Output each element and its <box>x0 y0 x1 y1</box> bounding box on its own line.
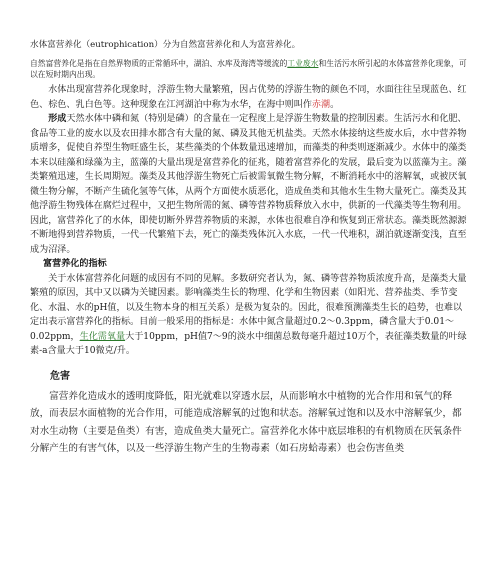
link-industrial-wastewater[interactable]: 工业废水 <box>287 59 319 68</box>
link-bod[interactable]: 生化需氧量 <box>79 331 126 342</box>
intro-line: 水体富营养化（eutrophication）分为自然富营养化和人为富营养化。 <box>30 40 301 50</box>
text: 。 <box>330 99 340 110</box>
text: 天然水体中磷和氮（特别是磷）的含量在一定程度上是浮游生物数量的控制因素。生活污水和化肥、食品等工业的废水以及农田排水都含有大量的氮、磷及其他无机盐类。天然水体接纳这些废水后，水中营养物质增多，促使自养型生物旺盛生长，某些藻类的个体数量迅速增加，而藻类的种类则逐渐减少。水体中的藻类本来以硅藻和绿藻为主，蓝藻的大量出现是富营养化的征兆，随着富营养化的发展，最后变为以蓝藻为主。藻类繁殖迅速，生长周期短。藻类及其他浮游生物死亡后被需氧微生物分解，不断消耗水中的溶解氧，或被厌氧微生物分解，不断产生硫化氢等气体，从两个方面使水质恶化，造成鱼类和其他水生生物大量死亡。藻类及其他浮游生物残体在腐烂过程中，又把生物所需的氮、磷等营养物质释放入水中，供新的一代藻类等生物利用。因此，富营养化了的水体，即使切断外界营养物质的来源，水体也很难自净和恢复到正常状态。藻类既然源源不断地得到营养物质，一代一代繁殖下去，死亡的藻类残体沉入水底，一代一代堆积，湖泊就逐渐变浅，直至成为沼泽。 <box>30 114 467 255</box>
para-indicators <box>30 272 470 359</box>
para-natural-eutrophication <box>30 59 470 80</box>
text: 水体出现富营养化现象时，浮游生物大量繁殖，因占优势的浮游生物的颜色不同，水面往往呈现蓝色、红色、棕色、乳白色等。这种现象在江河湖泊中称为水华，在海中则叫作 <box>30 85 467 110</box>
para-formation <box>30 112 470 257</box>
text: 关于水体富营养化问题的成因有不同的见解。多数研究者认为，氮、磷等营养物质浓度升高，是藻类大量繁殖的原因，其中又以磷为关键因素。影响藻类生长的物理、化学和生物因素（如阳光、营养盐类、季节变化、水温、水的pH值，以及生物本身的相互关系）是极为复杂的。因此，很难预测藻类生长的趋势，也难以定出表示富营养化的指标。目前一般采用的指标是：水体中氮含量超过0.2～0.3ppm，磷含量大于0.01～0.02ppm， <box>30 273 467 342</box>
para-phenomena <box>30 83 470 112</box>
formation-heading: 形成 <box>48 113 67 125</box>
text: 和生活污水所引起的水体富营养化现象，可以在短时期内出现。 <box>30 59 467 79</box>
heading-harm: 危害 <box>50 370 70 382</box>
text: 大于10ppm，pH值7～9的淡水中细菌总数每毫升超过10万个，表征藻类数量的叶绿素-a含量大于10微克/升。 <box>30 331 467 357</box>
highlight-red-tide: 赤潮 <box>311 99 331 110</box>
text: 自然富营养化是指在自然界物质的正常循环中，湖泊、水库及海湾等缓流的 <box>30 59 288 68</box>
heading-indicators: 富营养化的指标 <box>43 258 107 270</box>
para-harm: 富营养化造成水的透明度降低，阳光就难以穿透水层，从而影响水中植物的光合作用和氧气的释放，而表层水面植物的光合作用，可能造成溶解氧的过饱和状态。溶解氧过饱和以及水中溶解氧少，都对水生动物（主要是鱼类）有害，造成鱼类大量死亡。富营养化水体中底层堆积的有机物质在厌氧条件分解产生的有害气体，以及一些浮游生物产生的生物毒素（如石房蛤毒素）也会伤害鱼类 <box>30 390 462 455</box>
